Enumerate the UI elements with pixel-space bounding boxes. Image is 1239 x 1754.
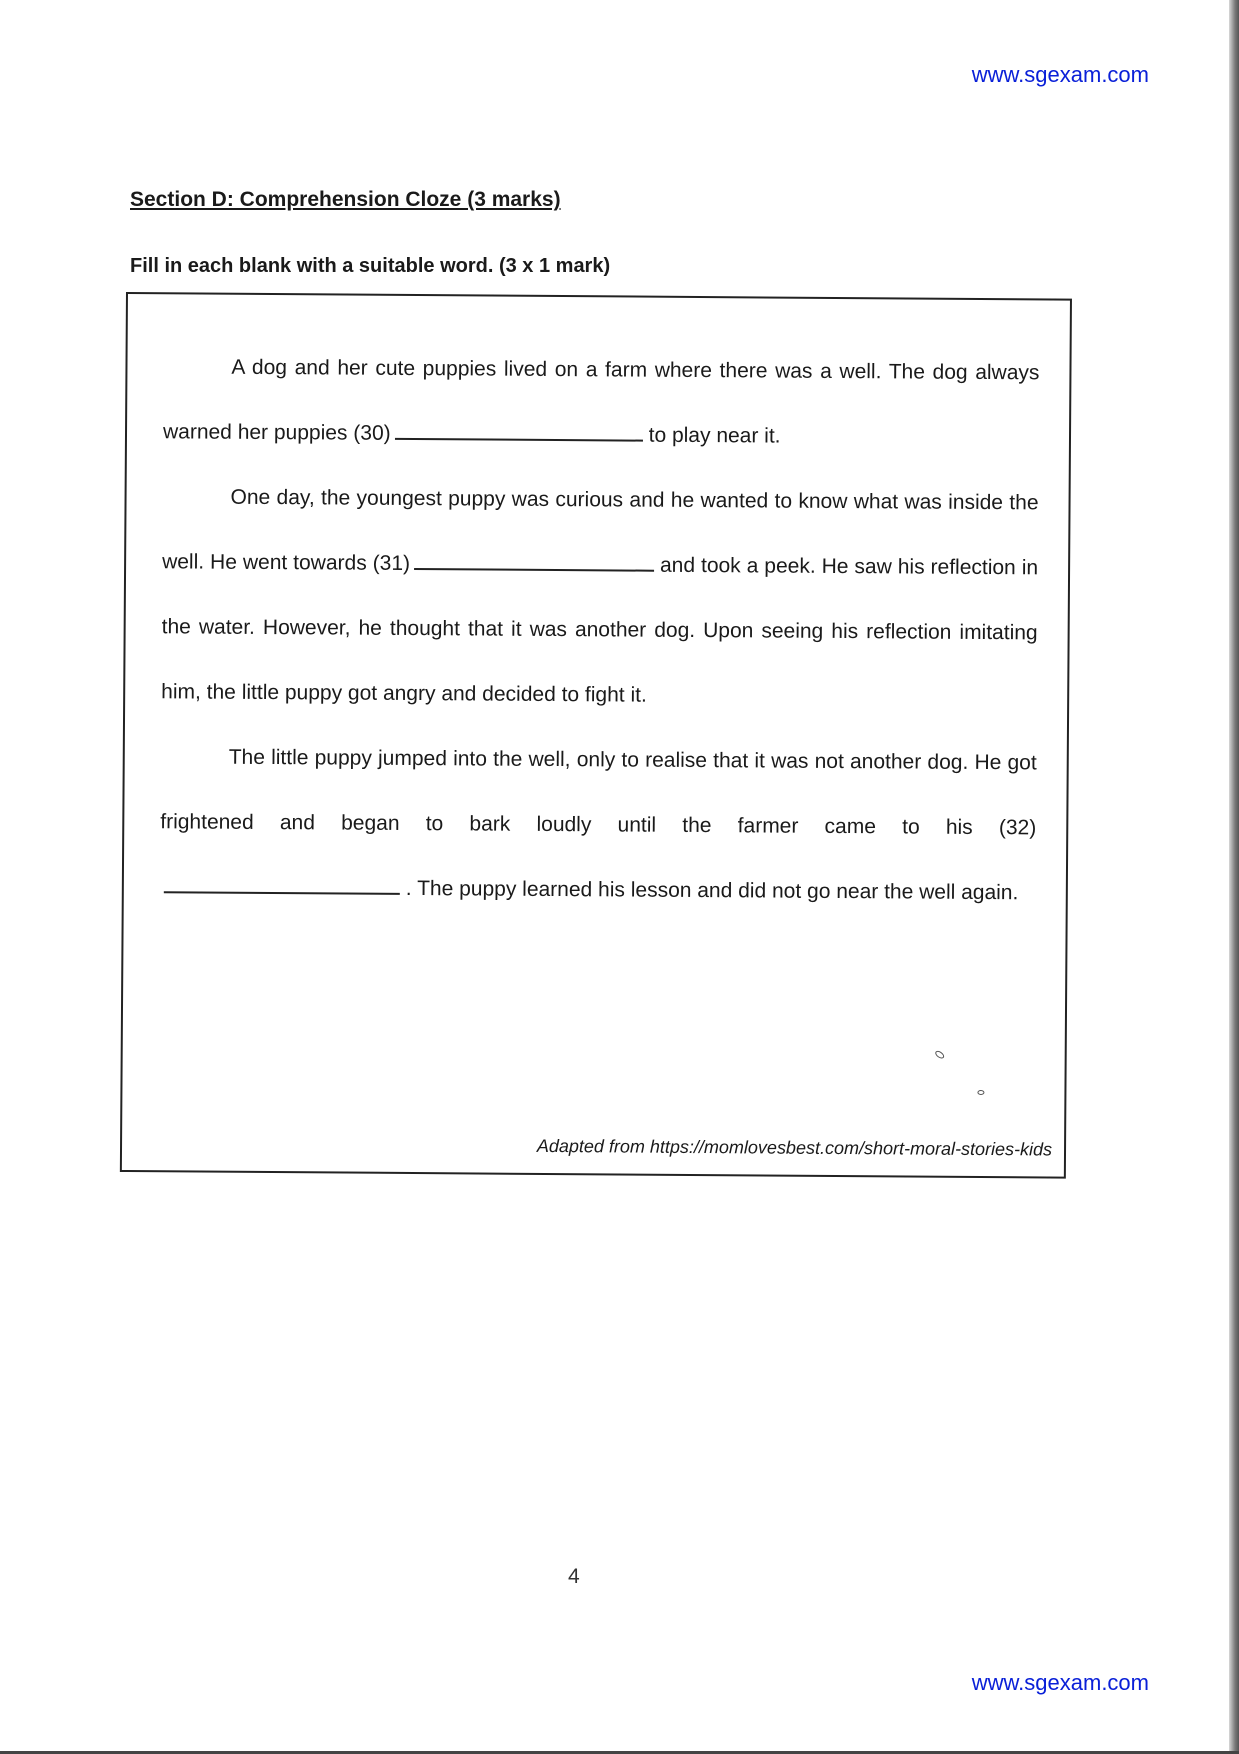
- paragraph-3: [160, 724, 1037, 925]
- paragraph-1-text-b: to play near it.: [648, 423, 781, 448]
- paragraph-3-text-a: The little puppy jumped into the well, only to realise that it was not another dog. He got frightened and began to bark loudly until the farmer came to his (32): [160, 745, 1037, 840]
- paragraph-3-text-b: . The puppy learned his lesson and did not go near the well again.: [405, 876, 1019, 905]
- blank-32[interactable]: [164, 873, 400, 895]
- paragraph-2-text-a: One day, the youngest puppy was curious and he wanted to know what was inside the well. He went towards (31): [162, 485, 1039, 575]
- scan-speck: [934, 1049, 946, 1060]
- scan-speck: [977, 1090, 984, 1095]
- blank-30[interactable]: [395, 420, 643, 442]
- paragraph-1-text-a: A dog and her cute puppies lived on a farm where there was a well. The dog always warned her puppies (30): [162, 355, 1040, 445]
- passage: [160, 334, 1040, 925]
- passage-box: [120, 292, 1072, 1179]
- footer-site-link[interactable]: www.sgexam.com: [971, 1670, 1149, 1695]
- page-number: 4: [568, 1565, 580, 1588]
- paragraph-2-text-b: and took a peek. He saw his reflection in the water. However, he thought that it was another dog. Upon seeing his reflection imitating him, the little puppy got angry and decided to fight it.: [161, 553, 1039, 707]
- paragraph-2: [161, 464, 1039, 730]
- scan-edge: [1229, 0, 1239, 1754]
- header-site-link[interactable]: www.sgexam.com: [971, 62, 1149, 87]
- blank-31[interactable]: [414, 550, 654, 572]
- instruction-text: Fill in each blank with a suitable word. (3 x 1 mark): [130, 255, 611, 277]
- section-title: Section D: Comprehension Cloze (3 marks): [130, 188, 561, 211]
- paragraph-1: [163, 334, 1040, 470]
- source-citation: Adapted from https://momlovesbest.com/short-moral-stories-kids: [536, 1135, 1053, 1160]
